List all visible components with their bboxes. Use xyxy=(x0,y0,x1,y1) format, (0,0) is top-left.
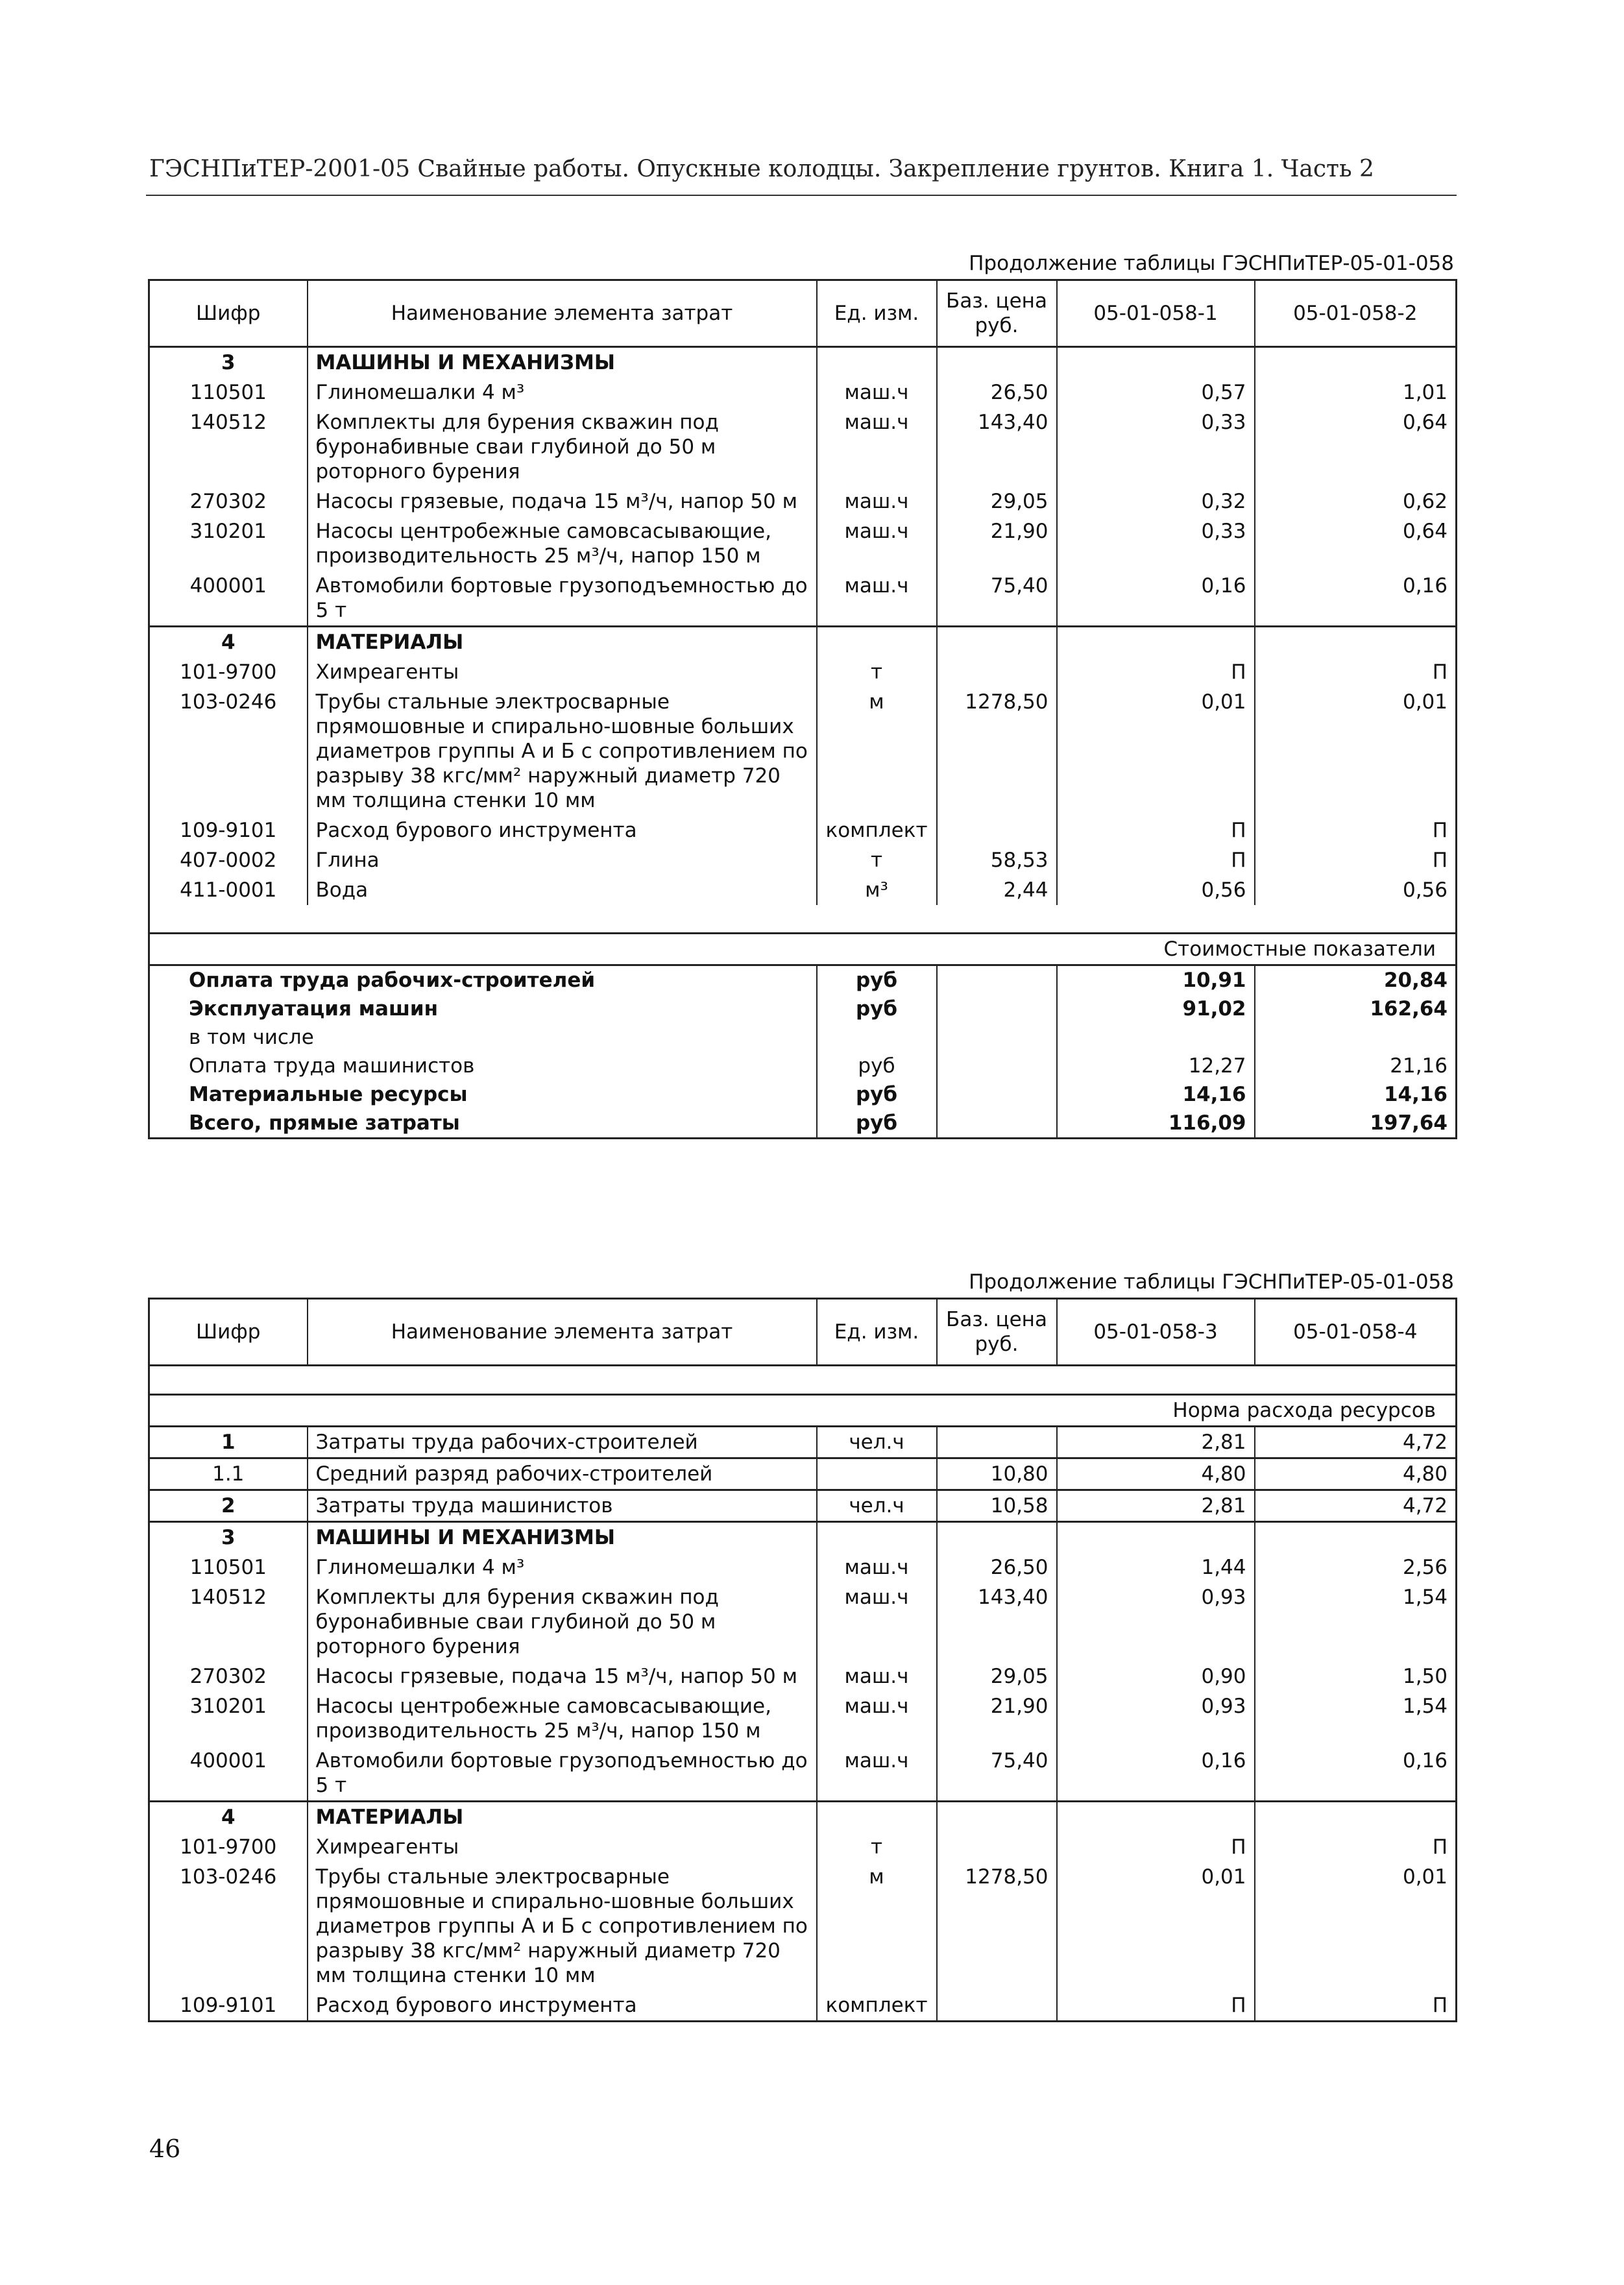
cell-rate-1: 0,16 xyxy=(1057,571,1255,627)
cell-rate-2: 4,80 xyxy=(1255,1458,1457,1490)
cell-unit: м xyxy=(817,687,937,816)
empty-cell xyxy=(1255,347,1457,378)
cell-name: Затраты труда машинистов xyxy=(308,1490,817,1522)
cell-code: 1.1 xyxy=(149,1458,308,1490)
cell-rate-1: П xyxy=(1057,657,1255,687)
col-header-price: Баз. цена руб. xyxy=(937,1299,1057,1366)
cell-price: 58,53 xyxy=(937,845,1057,875)
empty-cell xyxy=(1255,627,1457,658)
section-title: МАТЕРИАЛЫ xyxy=(308,627,817,658)
cell-rate-1: 0,33 xyxy=(1057,516,1255,571)
empty-cell xyxy=(1057,627,1255,658)
cell-price: 29,05 xyxy=(937,1662,1057,1691)
section-code: 4 xyxy=(149,1802,308,1833)
cost-rate-2 xyxy=(1255,1023,1457,1052)
cell-code: 407-0002 xyxy=(149,845,308,875)
cell-unit: комплект xyxy=(817,816,937,845)
cell-rate-1: П xyxy=(1057,816,1255,845)
table-header-row xyxy=(149,1299,1457,1366)
cell-rate-2: 0,16 xyxy=(1255,1746,1457,1802)
cell-rate-2: 0,56 xyxy=(1255,875,1457,905)
cost-indicators-label xyxy=(149,934,1457,965)
cell-name: Автомобили бортовые грузоподъемностью до 5 т xyxy=(308,1746,817,1802)
cell-rate-2: П xyxy=(1255,657,1457,687)
spacer-cell xyxy=(149,905,1457,934)
cost-rate-2: 14,16 xyxy=(1255,1080,1457,1109)
empty-cell xyxy=(937,347,1057,378)
table-row xyxy=(149,816,1457,845)
cell-rate-2: 1,54 xyxy=(1255,1691,1457,1746)
cell-unit: чел.ч xyxy=(817,1427,937,1458)
cell-rate-2: П xyxy=(1255,845,1457,875)
cell-rate-1: 2,81 xyxy=(1057,1427,1255,1458)
cost-name: в том числе xyxy=(149,1023,817,1052)
cell-name: Трубы стальные электросварные прямошовные и спирально-шовные больших диаметров группы А и Б с сопротивлением по разрыву 38 кгс/мм² наружный диаметр 720 мм толщина стенки 10 мм xyxy=(308,1862,817,1990)
cell-rate-2: 0,01 xyxy=(1255,687,1457,816)
cell-rate-2: 0,16 xyxy=(1255,571,1457,627)
empty-cell xyxy=(937,627,1057,658)
cell-unit: маш.ч xyxy=(817,1553,937,1582)
empty-cell xyxy=(817,1522,937,1553)
col-header-name: Наименование элемента затрат xyxy=(308,280,817,347)
cell-name: Автомобили бортовые грузоподъемностью до 5 т xyxy=(308,571,817,627)
cell-price: 21,90 xyxy=(937,516,1057,571)
cell-name: Вода xyxy=(308,875,817,905)
cell-code: 140512 xyxy=(149,407,308,487)
header-rule xyxy=(146,195,1457,196)
col-header-unit: Ед. изм. xyxy=(817,280,937,347)
cost-rate-2: 162,64 xyxy=(1255,995,1457,1023)
cell-rate-2: 0,01 xyxy=(1255,1862,1457,1990)
cell-unit: т xyxy=(817,845,937,875)
cell-code: 1 xyxy=(149,1427,308,1458)
cell-unit: м³ xyxy=(817,875,937,905)
section-code: 4 xyxy=(149,627,308,658)
cell-name: Насосы грязевые, подача 15 м³/ч, напор 50 м xyxy=(308,1662,817,1691)
cell-price: 75,40 xyxy=(937,1746,1057,1802)
cell-price xyxy=(937,1427,1057,1458)
cell-name: Химреагенты xyxy=(308,1832,817,1862)
cell-name: Глиномешалки 4 м³ xyxy=(308,1553,817,1582)
empty-cell xyxy=(937,1802,1057,1833)
cell-name: Насосы грязевые, подача 15 м³/ч, напор 50 м xyxy=(308,487,817,516)
cost-row xyxy=(149,995,1457,1023)
table-row xyxy=(149,1458,1457,1490)
empty-cell xyxy=(817,347,937,378)
cell-rate-1: П xyxy=(1057,1832,1255,1862)
section-row xyxy=(149,1802,1457,1833)
cost-unit: руб xyxy=(817,1052,937,1080)
cost-rate-1: 12,27 xyxy=(1057,1052,1255,1080)
table-row xyxy=(149,571,1457,627)
cell-code: 2 xyxy=(149,1490,308,1522)
cost-rate-2: 197,64 xyxy=(1255,1109,1457,1139)
cell-rate-1: П xyxy=(1057,845,1255,875)
cell-rate-2: 0,64 xyxy=(1255,516,1457,571)
cell-rate-2: 1,50 xyxy=(1255,1662,1457,1691)
cell-price: 21,90 xyxy=(937,1691,1057,1746)
cell-price: 75,40 xyxy=(937,571,1057,627)
cell-rate-2: П xyxy=(1255,1990,1457,2022)
section-row xyxy=(149,1522,1457,1553)
cost-rate-1 xyxy=(1057,1023,1255,1052)
table1-caption: Продолжение таблицы ГЭСНПиТЕР-05-01-058 xyxy=(969,252,1454,275)
table-row xyxy=(149,407,1457,487)
table-row xyxy=(149,657,1457,687)
cell-unit: маш.ч xyxy=(817,1746,937,1802)
table-row xyxy=(149,1691,1457,1746)
spacer-cell xyxy=(149,1366,1457,1395)
cell-name: Комплекты для бурения скважин под буронабивные сваи глубиной до 50 м роторного бурения xyxy=(308,1582,817,1662)
empty-cell xyxy=(937,1052,1057,1080)
cell-rate-2: П xyxy=(1255,1832,1457,1862)
cell-rate-1: 0,16 xyxy=(1057,1746,1255,1802)
section-code: 3 xyxy=(149,1522,308,1553)
cost-unit: руб xyxy=(817,1080,937,1109)
cell-unit xyxy=(817,1458,937,1490)
table-row xyxy=(149,845,1457,875)
cell-price: 26,50 xyxy=(937,378,1057,407)
cell-unit: маш.ч xyxy=(817,1662,937,1691)
empty-cell xyxy=(937,1080,1057,1109)
cost-name: Материальные ресурсы xyxy=(149,1080,817,1109)
section-title: МАШИНЫ И МЕХАНИЗМЫ xyxy=(308,347,817,378)
cell-name: Затраты труда рабочих-строителей xyxy=(308,1427,817,1458)
cell-code: 109-9101 xyxy=(149,816,308,845)
table-row xyxy=(149,1427,1457,1458)
section-row xyxy=(149,347,1457,378)
cell-name: Глина xyxy=(308,845,817,875)
section-title: МАШИНЫ И МЕХАНИЗМЫ xyxy=(308,1522,817,1553)
col-header-code: Шифр xyxy=(149,280,308,347)
empty-cell xyxy=(937,1023,1057,1052)
cell-unit: маш.ч xyxy=(817,487,937,516)
col-header-name: Наименование элемента затрат xyxy=(308,1299,817,1366)
resource-table-2 xyxy=(148,1298,1457,2022)
cell-name: Расход бурового инструмента xyxy=(308,816,817,845)
cell-code: 140512 xyxy=(149,1582,308,1662)
cell-name: Трубы стальные электросварные прямошовные и спирально-шовные больших диаметров группы А и Б с сопротивлением по разрыву 38 кгс/мм² наружный диаметр 720 мм толщина стенки 10 мм xyxy=(308,687,817,816)
cell-price: 1278,50 xyxy=(937,1862,1057,1990)
cell-price: 10,80 xyxy=(937,1458,1057,1490)
cell-unit: маш.ч xyxy=(817,378,937,407)
cost-rate-1: 116,09 xyxy=(1057,1109,1255,1139)
col-header-price: Баз. цена руб. xyxy=(937,280,1057,347)
cell-unit: комплект xyxy=(817,1990,937,2022)
cell-code: 270302 xyxy=(149,1662,308,1691)
cell-code: 103-0246 xyxy=(149,687,308,816)
empty-cell xyxy=(1057,1802,1255,1833)
table-row xyxy=(149,687,1457,816)
cell-price xyxy=(937,657,1057,687)
spacer-row xyxy=(149,905,1457,934)
cell-rate-1: 0,90 xyxy=(1057,1662,1255,1691)
cell-unit: маш.ч xyxy=(817,1582,937,1662)
cell-rate-1: 0,57 xyxy=(1057,378,1255,407)
cost-unit: руб xyxy=(817,965,937,995)
cell-name: Насосы центробежные самовсасывающие, производительность 25 м³/ч, напор 150 м xyxy=(308,1691,817,1746)
cell-rate-2: 4,72 xyxy=(1255,1490,1457,1522)
section-code: 3 xyxy=(149,347,308,378)
cell-rate-2: 1,01 xyxy=(1255,378,1457,407)
empty-cell xyxy=(937,1109,1057,1139)
table-row xyxy=(149,378,1457,407)
table-row xyxy=(149,1662,1457,1691)
cell-unit: маш.ч xyxy=(817,1691,937,1746)
running-header: ГЭСНПиТЕР-2001-05 Свайные работы. Опускные колодцы. Закрепление грунтов. Книга 1. Часть 2 xyxy=(149,156,1374,182)
page-number: 46 xyxy=(149,2134,181,2163)
col-header-rate-4: 05-01-058-4 xyxy=(1255,1299,1457,1366)
cell-unit: маш.ч xyxy=(817,516,937,571)
cell-rate-1: 0,01 xyxy=(1057,687,1255,816)
cell-unit: маш.ч xyxy=(817,407,937,487)
table-row xyxy=(149,875,1457,905)
empty-cell xyxy=(817,1802,937,1833)
cell-price xyxy=(937,1990,1057,2022)
cell-name: Химреагенты xyxy=(308,657,817,687)
cell-code: 110501 xyxy=(149,1553,308,1582)
cell-name: Комплекты для бурения скважин под буронабивные сваи глубиной до 50 м роторного бурения xyxy=(308,407,817,487)
cost-unit: руб xyxy=(817,1109,937,1139)
cell-code: 103-0246 xyxy=(149,1862,308,1990)
cell-unit: маш.ч xyxy=(817,571,937,627)
table-row xyxy=(149,1582,1457,1662)
cell-name: Расход бурового инструмента xyxy=(308,1990,817,2022)
cell-code: 101-9700 xyxy=(149,657,308,687)
cell-unit: чел.ч xyxy=(817,1490,937,1522)
table-row xyxy=(149,487,1457,516)
table-header-row xyxy=(149,280,1457,347)
cost-unit: руб xyxy=(817,995,937,1023)
cell-price: 143,40 xyxy=(937,407,1057,487)
cell-price: 1278,50 xyxy=(937,687,1057,816)
table-row xyxy=(149,1832,1457,1862)
cell-rate-2: 0,64 xyxy=(1255,407,1457,487)
table-row xyxy=(149,516,1457,571)
cell-rate-1: 0,33 xyxy=(1057,407,1255,487)
cell-price: 29,05 xyxy=(937,487,1057,516)
cell-rate-1: 0,93 xyxy=(1057,1582,1255,1662)
cell-rate-1: 0,01 xyxy=(1057,1862,1255,1990)
empty-cell xyxy=(817,627,937,658)
cell-code: 109-9101 xyxy=(149,1990,308,2022)
cell-rate-1: 4,80 xyxy=(1057,1458,1255,1490)
cell-unit: т xyxy=(817,657,937,687)
cell-rate-1: 2,81 xyxy=(1057,1490,1255,1522)
table2-caption: Продолжение таблицы ГЭСНПиТЕР-05-01-058 xyxy=(969,1270,1454,1294)
cell-name: Средний разряд рабочих-строителей xyxy=(308,1458,817,1490)
cell-code: 310201 xyxy=(149,516,308,571)
cell-rate-2: 1,54 xyxy=(1255,1582,1457,1662)
col-header-unit: Ед. изм. xyxy=(817,1299,937,1366)
cell-unit: м xyxy=(817,1862,937,1990)
col-header-rate-2: 05-01-058-2 xyxy=(1255,280,1457,347)
cost-row xyxy=(149,1023,1457,1052)
cell-price: 2,44 xyxy=(937,875,1057,905)
norm-label-text: Норма расхода ресурсов xyxy=(1172,1399,1436,1422)
cell-rate-1: 0,56 xyxy=(1057,875,1255,905)
cost-row xyxy=(149,1080,1457,1109)
table-row xyxy=(149,1553,1457,1582)
cell-code: 110501 xyxy=(149,378,308,407)
cell-rate-2: П xyxy=(1255,816,1457,845)
resource-table-1 xyxy=(148,279,1457,1139)
section-row xyxy=(149,627,1457,658)
cost-rate-1: 14,16 xyxy=(1057,1080,1255,1109)
cell-code: 101-9700 xyxy=(149,1832,308,1862)
cell-code: 400001 xyxy=(149,1746,308,1802)
cost-name: Всего, прямые затраты xyxy=(149,1109,817,1139)
cost-unit xyxy=(817,1023,937,1052)
col-header-rate-3: 05-01-058-3 xyxy=(1057,1299,1255,1366)
cell-price xyxy=(937,1832,1057,1862)
empty-cell xyxy=(937,1522,1057,1553)
empty-cell xyxy=(937,995,1057,1023)
norm-label xyxy=(149,1395,1457,1427)
cost-row xyxy=(149,1052,1457,1080)
cell-rate-1: 1,44 xyxy=(1057,1553,1255,1582)
cell-rate-1: П xyxy=(1057,1990,1255,2022)
spacer-row xyxy=(149,1366,1457,1395)
table-row xyxy=(149,1862,1457,1990)
cell-name: Насосы центробежные самовсасывающие, производительность 25 м³/ч, напор 150 м xyxy=(308,516,817,571)
section-title: МАТЕРИАЛЫ xyxy=(308,1802,817,1833)
cell-rate-2: 4,72 xyxy=(1255,1427,1457,1458)
cell-code: 270302 xyxy=(149,487,308,516)
cell-price: 10,58 xyxy=(937,1490,1057,1522)
cost-name: Оплата труда рабочих-строителей xyxy=(149,965,817,995)
cell-code: 400001 xyxy=(149,571,308,627)
cell-rate-2: 0,62 xyxy=(1255,487,1457,516)
cost-rate-2: 21,16 xyxy=(1255,1052,1457,1080)
cell-unit: т xyxy=(817,1832,937,1862)
cell-code: 411-0001 xyxy=(149,875,308,905)
cost-name: Оплата труда машинистов xyxy=(149,1052,817,1080)
cell-rate-1: 0,32 xyxy=(1057,487,1255,516)
cost-rate-2: 20,84 xyxy=(1255,965,1457,995)
table-row xyxy=(149,1746,1457,1802)
empty-cell xyxy=(937,965,1057,995)
cell-price xyxy=(937,816,1057,845)
cost-name: Эксплуатация машин xyxy=(149,995,817,1023)
table-row xyxy=(149,1990,1457,2022)
empty-cell xyxy=(1057,1522,1255,1553)
col-header-rate-1: 05-01-058-1 xyxy=(1057,280,1255,347)
empty-cell xyxy=(1255,1522,1457,1553)
cost-row xyxy=(149,1109,1457,1139)
cost-indicators-label-text: Стоимостные показатели xyxy=(1163,937,1436,961)
table-row xyxy=(149,1490,1457,1522)
empty-cell xyxy=(1057,347,1255,378)
cost-rate-1: 10,91 xyxy=(1057,965,1255,995)
cell-rate-2: 2,56 xyxy=(1255,1553,1457,1582)
cost-row xyxy=(149,965,1457,995)
col-header-code: Шифр xyxy=(149,1299,308,1366)
cell-rate-1: 0,93 xyxy=(1057,1691,1255,1746)
cost-rate-1: 91,02 xyxy=(1057,995,1255,1023)
cell-name: Глиномешалки 4 м³ xyxy=(308,378,817,407)
cell-price: 143,40 xyxy=(937,1582,1057,1662)
cell-code: 310201 xyxy=(149,1691,308,1746)
empty-cell xyxy=(1255,1802,1457,1833)
cell-price: 26,50 xyxy=(937,1553,1057,1582)
